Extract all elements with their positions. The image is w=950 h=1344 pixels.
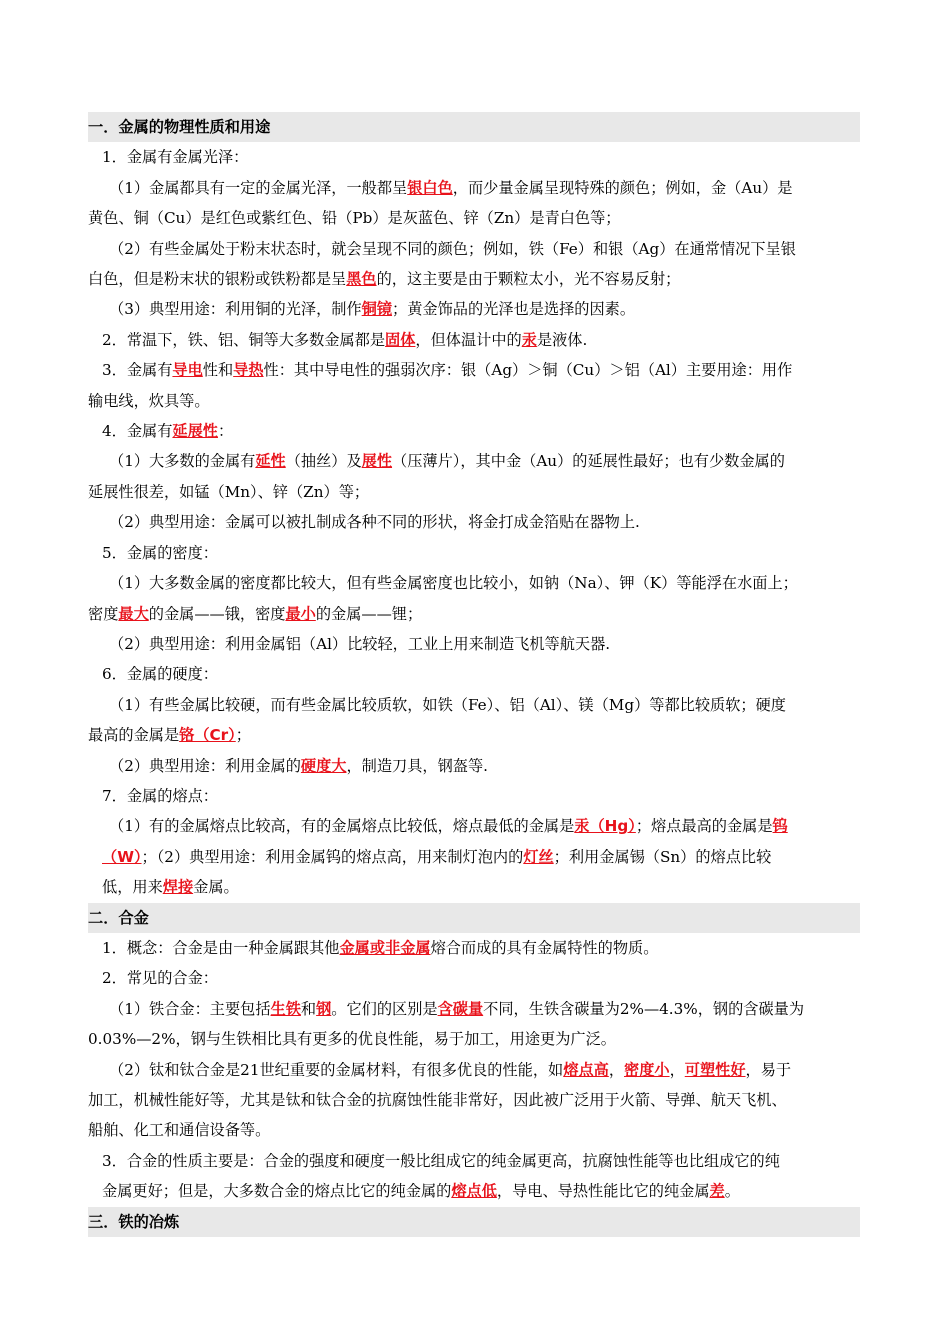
- text-segment: （压薄片），其中金（Au）的延展性最好；也有少数金属的: [392, 452, 785, 471]
- text-line: [88, 720, 860, 750]
- highlighted-answer: 展性: [361, 452, 393, 471]
- text-segment: ：: [217, 422, 234, 441]
- text-segment: （1）有的金属熔点比较高，有的金属熔点比较低，熔点最低的金属是: [109, 817, 575, 836]
- highlighted-answer: 灯丝: [523, 847, 554, 866]
- text-segment: 性和: [202, 361, 234, 380]
- text-segment: 性：其中导电性的强弱次序：银（Ag）＞铜（Cu）＞铝（Al）主要用途：用作: [263, 361, 793, 380]
- text-line: [88, 568, 860, 598]
- text-line: [88, 659, 860, 689]
- text-segment: （2）典型用途：利用金属铝（Al）比较轻，工业上用来制造飞机等航天器.: [109, 634, 611, 653]
- highlighted-answer: 熔点低: [451, 1182, 497, 1201]
- highlighted-answer: 密度小: [624, 1060, 670, 1079]
- text-line: [88, 294, 860, 324]
- text-segment: 3．合金的性质主要是：合金的强度和硬度一般比组成它的纯金属更高，抗腐蚀性能等也比组成它的纯: [102, 1151, 780, 1170]
- text-segment: 低，用来: [102, 878, 163, 897]
- text-line: [88, 1146, 860, 1176]
- text-segment: 6．金属的硬度：: [102, 665, 218, 684]
- highlighted-answer: 固体: [385, 330, 416, 349]
- text-line: [88, 1176, 860, 1206]
- text-segment: 加工，机械性能好等，尤其是钛和钛合金的抗腐蚀性能非常好，因此被广泛用于火箭、导弹、航天飞机、: [88, 1091, 787, 1109]
- text-segment: 1．概念：合金是由一种金属跟其他: [102, 938, 340, 957]
- text-segment: ，易于: [745, 1060, 792, 1079]
- text-line: [88, 264, 860, 294]
- text-segment: 白色，但是粉末状的银粉或铁粉都是呈: [88, 270, 347, 289]
- text-line: [88, 416, 860, 446]
- text-segment: 2．常温下，铁、铝、铜等大多数金属都是: [102, 330, 386, 349]
- highlighted-answer: 最大: [118, 604, 149, 623]
- text-line: [88, 690, 860, 720]
- highlighted-answer: 延性: [255, 452, 286, 471]
- text-segment: （1）大多数金属的密度都比较大，但有些金属密度也比较小，如钠（Na）、钾（K）等能浮在水面上；: [109, 574, 798, 593]
- highlighted-answer: 钨: [772, 817, 788, 836]
- text-segment: 4．金属有: [102, 422, 173, 441]
- text-segment: 船舶、化工和通信设备等。: [88, 1121, 271, 1140]
- text-segment: 熔合而成的具有金属特性的物质。: [430, 938, 659, 957]
- section-heading: [88, 1207, 860, 1237]
- highlighted-answer: 钢: [316, 999, 332, 1018]
- highlighted-answer: 生铁: [270, 999, 301, 1018]
- text-line: [88, 173, 860, 203]
- text-segment: 是液体.: [536, 330, 588, 349]
- text-segment: ；黄金饰品的光泽也是选择的因素。: [392, 300, 636, 319]
- text-line: [88, 629, 860, 659]
- text-line: [88, 751, 860, 781]
- text-segment: （2）钛和钛合金是21世纪重要的金属材料，有很多优良的性能，如: [109, 1060, 564, 1079]
- text-line: [88, 1085, 860, 1115]
- text-segment: 3．金属有: [102, 361, 173, 380]
- text-line: [88, 842, 860, 872]
- highlighted-answer: （W）: [102, 847, 142, 866]
- text-segment: （1）大多数的金属有: [109, 452, 256, 471]
- text-line: [88, 599, 860, 629]
- text-segment: 密度: [88, 604, 119, 623]
- text-segment: （2）典型用途：金属可以被扎制成各种不同的形状，将金打成金箔贴在器物上.: [109, 513, 640, 532]
- text-line: [88, 1024, 860, 1054]
- text-segment: 金属更好；但是，大多数合金的熔点比它的纯金属的: [102, 1182, 452, 1201]
- text-segment: 金属。: [193, 878, 239, 897]
- text-line: [88, 963, 860, 993]
- text-line: [88, 781, 860, 811]
- highlighted-answer: 黑色: [346, 270, 377, 289]
- text-line: [88, 507, 860, 537]
- highlighted-answer: 导电: [172, 361, 203, 380]
- text-line: [88, 446, 860, 476]
- highlighted-answer: 金属或非金属: [339, 938, 431, 957]
- text-line: [88, 811, 860, 841]
- text-line: [88, 1055, 860, 1085]
- text-segment: （2）典型用途：利用金属的: [109, 756, 301, 775]
- text-segment: ，导电、导热性能比它的纯金属: [496, 1182, 710, 1201]
- highlighted-answer: 含碳量: [437, 999, 484, 1018]
- highlighted-answer: 汞: [521, 330, 537, 349]
- highlighted-answer: 导热: [233, 361, 264, 380]
- text-segment: 黄色、铜（Cu）是红色或紫红色、铅（Pb）是灰蓝色、锌（Zn）是青白色等；: [88, 209, 621, 228]
- highlighted-answer: 硬度大: [300, 756, 347, 775]
- text-segment: ，: [669, 1060, 685, 1079]
- text-segment: ，: [608, 1060, 624, 1079]
- text-line: [88, 933, 860, 963]
- text-line: [88, 325, 860, 355]
- section-heading: [88, 112, 860, 142]
- text-segment: 一．金属的物理性质和用途: [88, 118, 271, 136]
- highlighted-answer: 焊接: [162, 878, 194, 897]
- text-segment: （3）典型用途：利用铜的光泽，制作: [109, 300, 362, 319]
- text-segment: （2）有些金属处于粉末状态时，就会呈现不同的颜色；例如，铁（Fe）和银（Ag）在通常情况下呈银: [109, 239, 796, 258]
- highlighted-answer: 最小: [285, 604, 316, 623]
- text-segment: ，但体温计中的: [415, 330, 522, 349]
- highlighted-answer: 可塑性好: [684, 1060, 746, 1079]
- text-segment: ，而少量金属呈现特殊的颜色；例如，金（Au）是: [452, 178, 793, 197]
- text-segment: 1．金属有金属光泽：: [102, 148, 249, 167]
- text-line: [88, 1115, 860, 1145]
- text-segment: 7．金属的熔点：: [102, 786, 218, 805]
- text-segment: 5．金属的密度：: [102, 543, 218, 562]
- section-heading: [88, 903, 860, 933]
- text-segment: （1）铁合金：主要包括: [109, 999, 271, 1018]
- text-line: [88, 994, 860, 1024]
- text-segment: 二．合金: [88, 908, 149, 927]
- text-segment: 的，这主要是由于颗粒太小，光不容易反射；: [376, 270, 681, 289]
- text-segment: 最高的金属是: [88, 726, 180, 745]
- text-segment: ；: [235, 726, 251, 745]
- document-page: [88, 112, 860, 1237]
- text-segment: 的金属——锇，密度: [148, 604, 286, 623]
- highlighted-answer: 延展性: [172, 422, 218, 441]
- text-segment: 0.03%—2%，钢与生铁相比具有更多的优良性能，易于加工，用途更为广泛。: [88, 1030, 616, 1049]
- highlighted-answer: 汞（Hg）: [574, 817, 636, 836]
- text-segment: 延展性很差，如锰（Mn）、锌（Zn）等；: [88, 482, 370, 501]
- text-segment: 的金属——锂；: [315, 604, 423, 623]
- text-segment: 三．铁的冶炼: [88, 1212, 180, 1231]
- text-segment: 不同，生铁含碳量为2%—4.3%，钢的含碳量为: [483, 999, 805, 1018]
- text-line: [88, 142, 860, 172]
- highlighted-answer: 铬（Cr）: [179, 726, 236, 745]
- text-segment: 输电线，炊具等。: [88, 391, 210, 410]
- text-segment: ；（2）典型用途：利用金属钨的熔点高，用来制灯泡内的: [141, 847, 524, 866]
- text-line: [88, 538, 860, 568]
- text-segment: 2．常见的合金：: [102, 969, 218, 988]
- text-segment: ；熔点最高的金属是: [635, 817, 773, 836]
- text-segment: （抽丝）及: [285, 452, 362, 471]
- text-segment: 和: [300, 999, 317, 1018]
- text-segment: ；利用金属锡（Sn）的熔点比较: [553, 847, 772, 866]
- text-segment: （1）金属都具有一定的金属光泽，一般都呈: [109, 178, 408, 197]
- text-segment: ，制造刀具，钢盔等.: [346, 756, 488, 775]
- text-line: [88, 386, 860, 416]
- text-line: [88, 477, 860, 507]
- text-line: [88, 872, 860, 902]
- text-line: [88, 203, 860, 233]
- highlighted-answer: 熔点高: [563, 1060, 609, 1079]
- highlighted-answer: 银白色: [407, 178, 453, 197]
- highlighted-answer: 差: [709, 1182, 725, 1201]
- text-segment: 。: [724, 1182, 740, 1201]
- text-line: [88, 234, 860, 264]
- text-line: [88, 355, 860, 385]
- highlighted-answer: 铜镜: [361, 300, 393, 319]
- text-segment: （1）有些金属比较硬，而有些金属比较质软，如铁（Fe）、铝（Al）、镁（Mg）等都比较质软；硬度: [109, 695, 786, 714]
- text-segment: 。它们的区别是: [331, 999, 438, 1018]
